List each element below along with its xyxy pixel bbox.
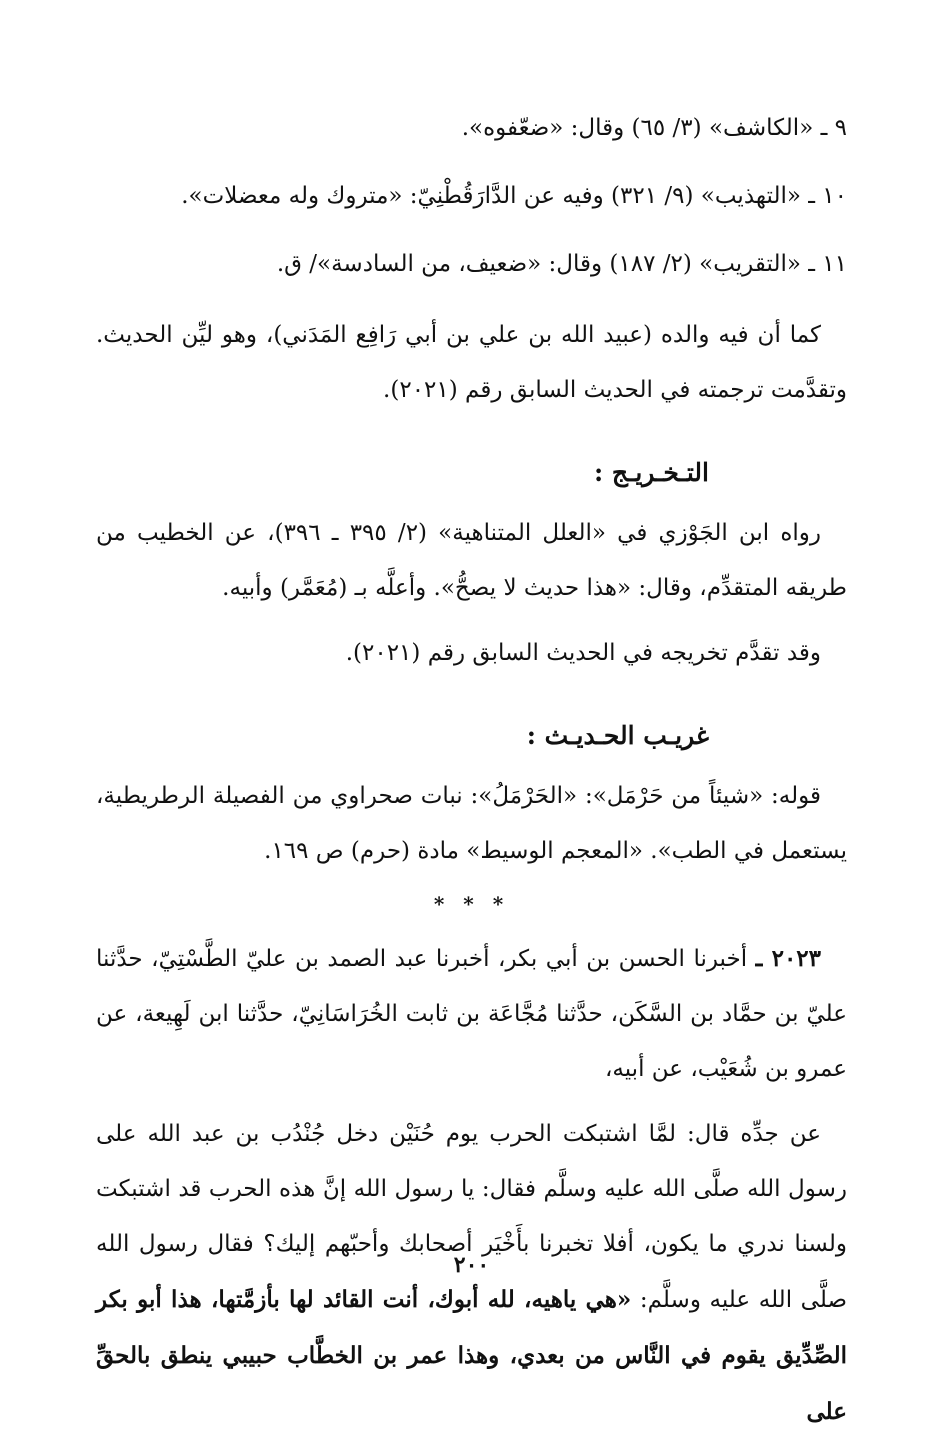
hadith-number: ٢٠٢٣ ـ xyxy=(755,945,822,972)
hadith-isnad-text: أخبرنا الحسن بن أبي بكر، أخبرنا عبد الصمد بن عليّ الطَّسْتِيّ، حدَّثنا عليّ بن حمَّاد بن السَّكَن، حدَّثنا مُجَّاعَة بن ثابت الخُرَاسَانِيّ، حدَّثنا ابن لَهِيعة، عن عمرو بن شُعَيْب، عن أبيه، xyxy=(96,946,847,1082)
footnote-9: ٩ ـ «الكاشف» (٣/ ٦٥) وقال: «ضعّفوه». xyxy=(461,115,847,141)
page-body xyxy=(96,104,847,1440)
hadith-isnad xyxy=(96,931,847,1097)
footnote-11: ١١ ـ «التقريب» (٢/ ١٨٧) وقال: «ضعيف، من السادسة»/ ق. xyxy=(276,251,847,277)
footnote-10: ١٠ ـ «التهذيب» (٩/ ٣٢١) وفيه عن الدَّارَقُطْنِيّ: «متروك وله معضلات». xyxy=(181,183,847,209)
takhrij-paragraph-2: وقد تقدَّم تخريجه في الحديث السابق رقم (٢٠٢١). xyxy=(345,640,821,666)
takhrij-paragraph-1: رواه ابن الجَوْزي في «العلل المتناهية» (٢/ ٣٩٥ ـ ٣٩٦)، عن الخطيب من طريقه المتقدِّم، وقال: «هذا حديث لا يصحُّ». وأعلَّه بـ (مُعَمَّر) وأبيه. xyxy=(96,520,847,601)
narrator-note: كما أن فيه والده (عبيد الله بن علي بن أبي رَافِع المَدَني)، وهو ليِّن الحديث. وتقدَّمت ترجمته في الحديث السابق رقم (٢٠٢١). xyxy=(96,322,847,403)
hadith-matn-plain: عن جدِّه قال: لمَّا اشتبكت الحرب يوم حُنَيْن دخل جُنْدُب بن عبد الله على رسول الله صلَّى الله عليه وسلَّم فقال: يا رسول الله إنَّ هذه الحرب قد اشتبكت ولسنا ندري ما يكون، أفلا تخبرنا بأَخْيَر أصحابك وأحبّهم إليك؟ فقال رسول الله صلَّى الله عليه وسلَّم: xyxy=(96,1121,847,1313)
section-separator: * * * xyxy=(433,892,510,916)
page-number: ٢٠٠ xyxy=(453,1252,490,1278)
gharib-paragraph: قوله: «شيئاً من حَرْمَل»: «الحَرْمَلُ»: نبات صحراوي من الفصيلة الرطريطية، يستعمل في الطب». «المعجم الوسيط» مادة (حرم) ص ١٦٩. xyxy=(96,783,847,864)
gharib-heading: غريـب الحـديـث : xyxy=(526,721,709,750)
takhrij-heading: التـخـريـج : xyxy=(593,458,709,487)
hadith-matn-bold: «هي ياهيه، لله أبوك، أنت القائد لها بأزمَّتها، هذا أبو بكر الصِّدِّيق يقوم في النَّاس من بعدي، وهذا عمر بن الخطَّاب حبيبي ينطق بالحقِّ على xyxy=(96,1286,847,1425)
